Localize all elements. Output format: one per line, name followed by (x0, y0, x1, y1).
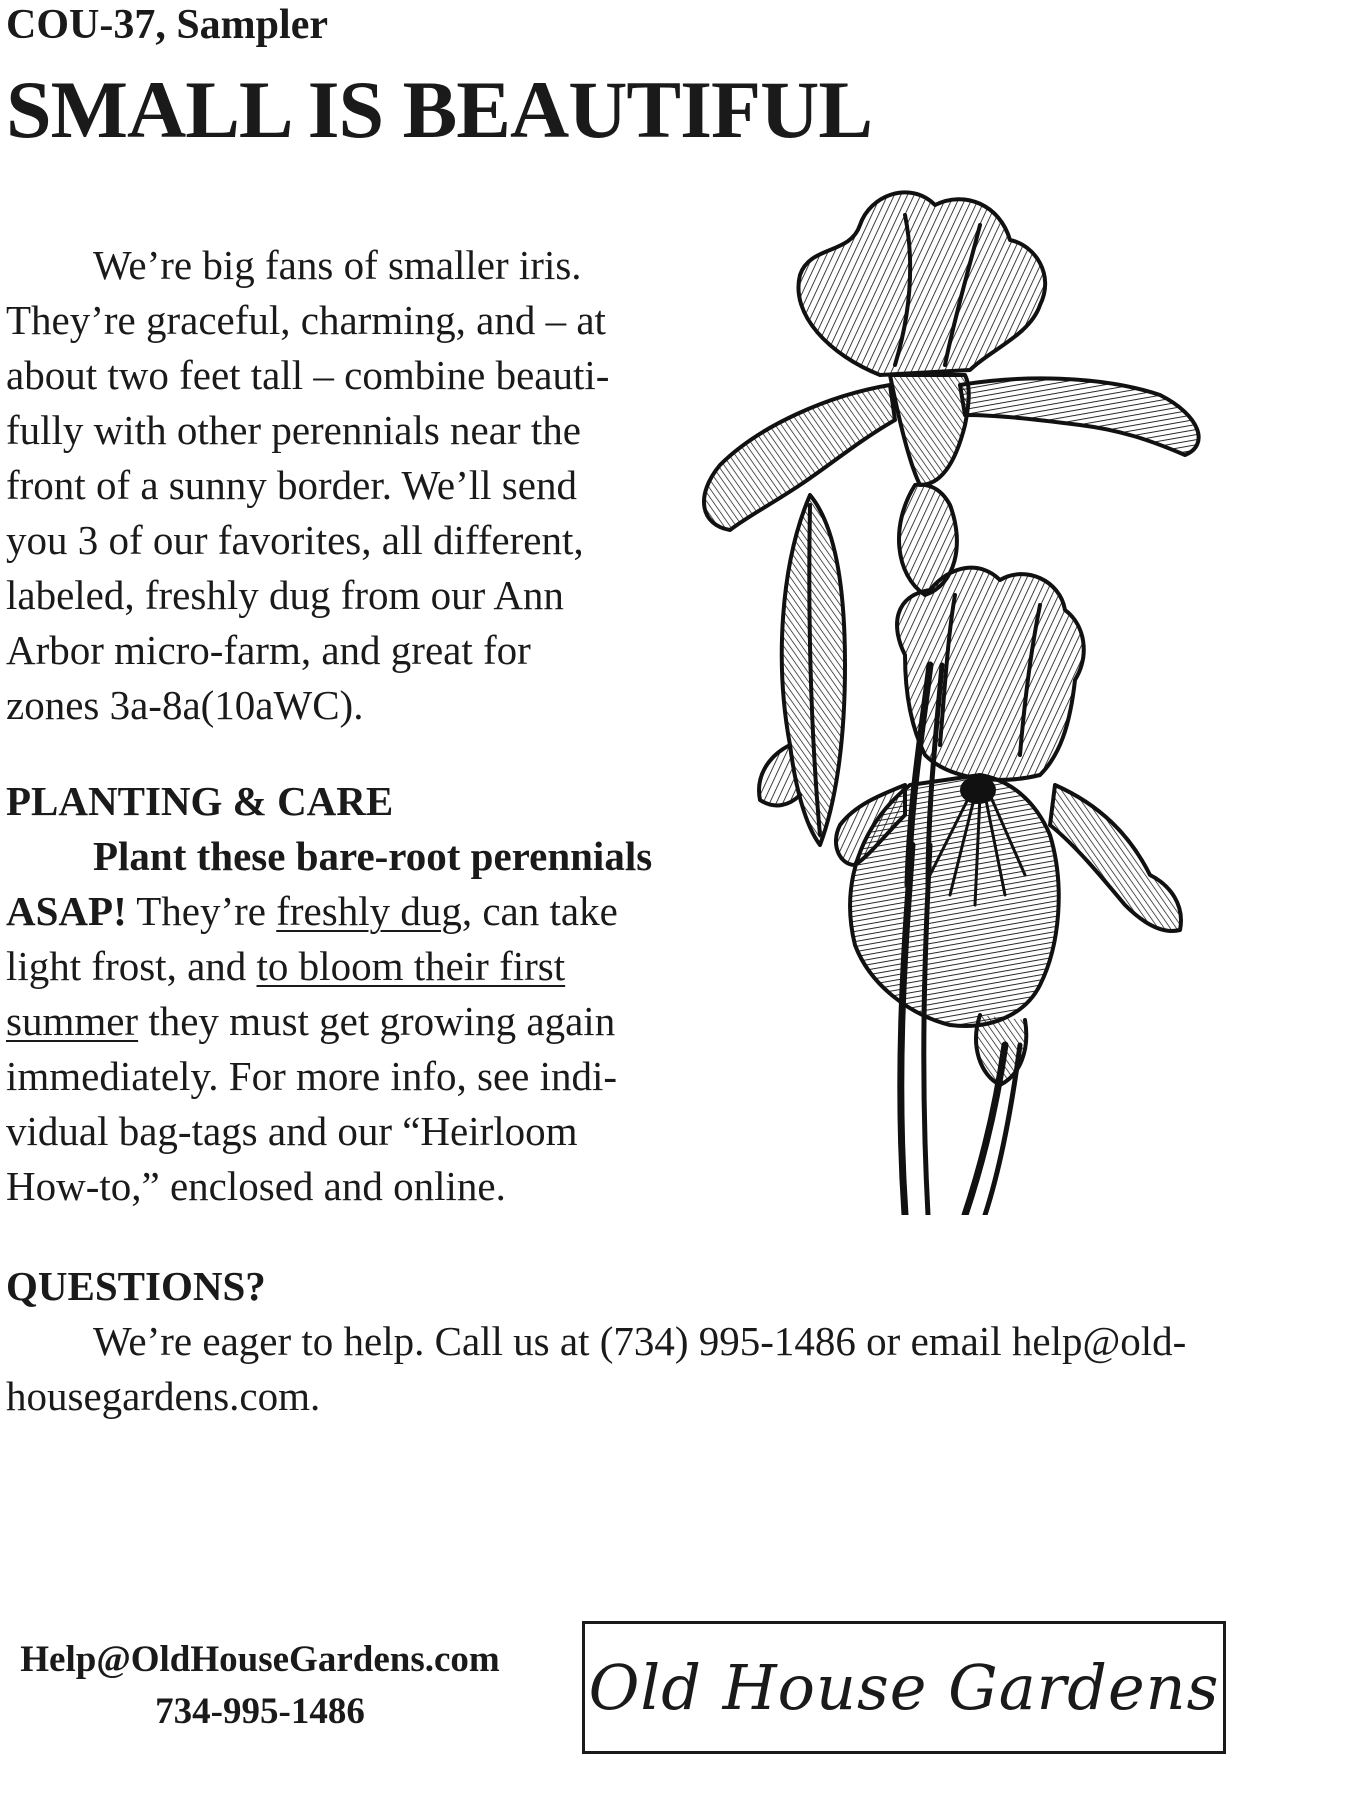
intro-line: zones 3a-8a(10aWC). (6, 682, 364, 728)
footer-contact (0, 1635, 520, 1739)
intro-line: labeled, freshly dug from our Ann (6, 572, 564, 618)
planting-bold-line: Plant these bare-root perennials (93, 833, 653, 879)
asap-emphasis: ASAP! (6, 888, 127, 934)
questions-heading: QUESTIONS? (6, 1263, 266, 1309)
brand-logo-text: Old House Gardens (588, 1651, 1220, 1724)
intro-paragraph (6, 238, 609, 733)
intro-line: fully with other perennials near the (6, 407, 581, 453)
intro-line: Arbor micro-farm, and great for (6, 627, 531, 673)
questions-line: We’re eager to help. Call us at (734) 995-1486 or email help@old- (93, 1318, 1187, 1364)
iris-illustration-icon (680, 185, 1280, 1215)
intro-line: you 3 of our favorites, all different, (6, 517, 584, 563)
planting-care-heading: PLANTING & CARE (6, 778, 394, 824)
footer-phone: 734-995-1486 (155, 1691, 365, 1732)
planting-line (6, 884, 652, 939)
planting-line (6, 939, 652, 994)
intro-line: front of a sunny border. We’ll send (6, 462, 577, 508)
footer-email-link[interactable]: Help@OldHouseGardens.com (20, 1639, 500, 1680)
bloom-underlined: to bloom their first (256, 943, 566, 989)
planting-text: they must get growing again (138, 998, 616, 1044)
document-title: SMALL IS BEAUTIFUL (6, 64, 873, 155)
planting-line: How-to,” enclosed and online. (6, 1163, 506, 1209)
planting-text: light frost, and (6, 943, 257, 989)
summer-underlined: summer (6, 998, 139, 1044)
questions-paragraph (6, 1314, 1186, 1424)
intro-line: We’re big fans of smaller iris. (93, 242, 582, 288)
planting-line: vidual bag-tags and our “Heirloom (6, 1108, 578, 1154)
questions-line: housegardens.com. (6, 1373, 321, 1419)
freshly-dug-underlined: freshly dug (276, 888, 462, 934)
intro-line: about two feet tall – combine beauti- (6, 352, 610, 398)
planting-line: immediately. For more info, see indi- (6, 1053, 618, 1099)
planting-text: They’re (126, 888, 277, 934)
planting-text: , can take (461, 888, 618, 934)
planting-paragraph (6, 829, 652, 1214)
document-code: COU-37, Sampler (6, 2, 328, 48)
planting-line (6, 994, 652, 1049)
intro-line: They’re graceful, charming, and – at (6, 297, 606, 343)
brand-logo-box (582, 1621, 1226, 1754)
